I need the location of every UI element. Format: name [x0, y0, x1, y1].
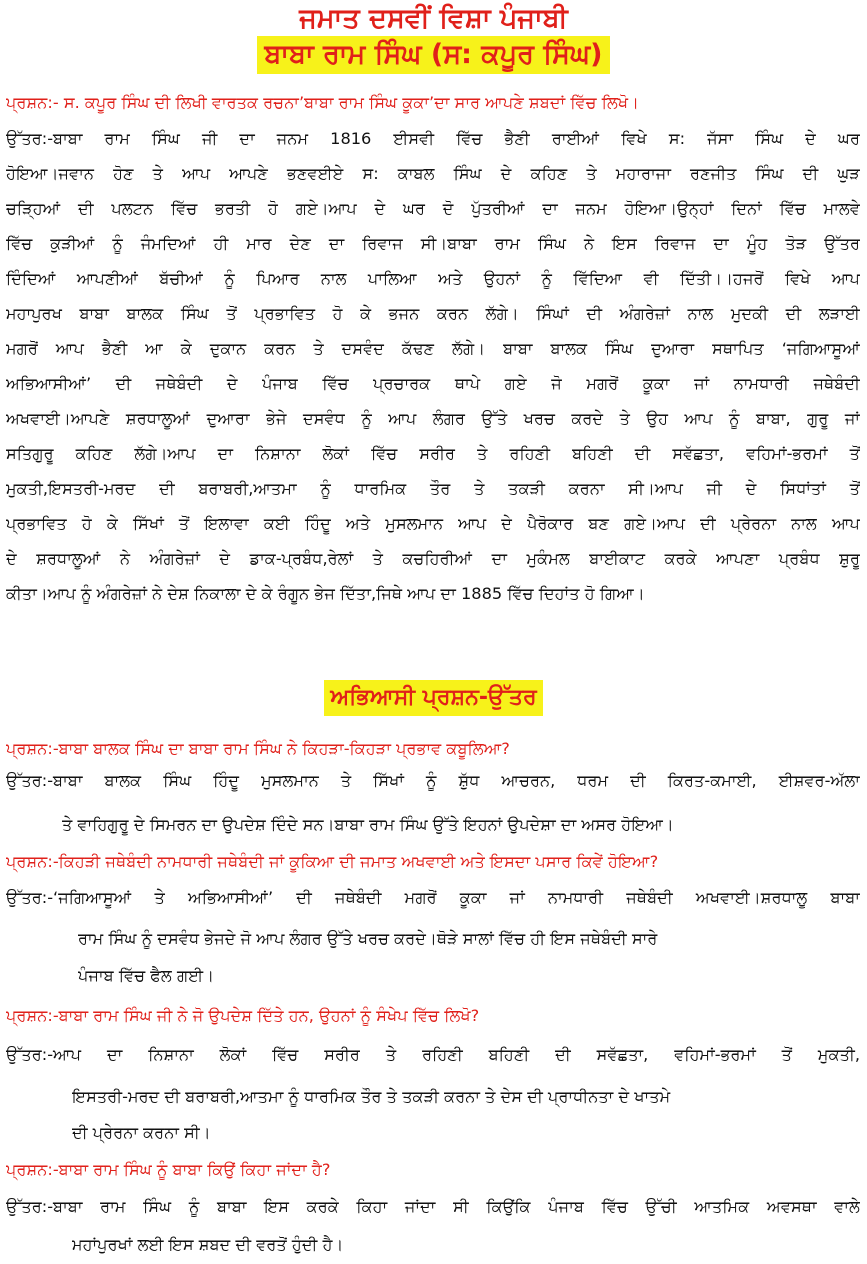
answer-line: ਕੀਤਾ।ਆਪ ਨੂੰ ਅੰਗਰੇਜ਼ਾਂ ਨੇ ਦੇਸ਼ ਨਿਕਾਲਾ ਦੇ ਕੇ ਰੰਗੂਨ ਭੇਜ ਦਿੱਤਾ,ਜਿਥੇ ਆਪ ਦਾ 1885 ਵਿੱਚ ਦਿਹਾਂਤ ਹੋ ਗਿਆ।: [6, 584, 645, 603]
practice-answer-line: ਦੀ ਪ੍ਰੇਰਨਾ ਕਰਨਾ ਸੀ।: [72, 1123, 211, 1142]
answer-line: ਦੇ ਸ਼ਰਧਾਲੂਆਂ ਨੇ ਅੰਗਰੇਜ਼ਾਂ ਦੇ ਡਾਕ-ਪ੍ਰਬੰਧ,ਰੇਲਾਂ ਤੇ ਕਚਹਿਰੀਆਂ ਦਾ ਮੁਕੰਮਲ ਬਾਈਕਾਟ ਕਰਕੇ ਆਪਣਾ ਪ੍ਰਬੰਧ ਸ਼ੁਰੂ: [6, 549, 860, 568]
answer-line: ਮਗਰੋਂ ਆਪ ਭੈਣੀ ਆ ਕੇ ਦੁਕਾਨ ਕਰਨ ਤੇ ਦਸਵੰਦ ਕੱਢਣ ਲੱਗੇ। ਬਾਬਾ ਬਾਲਕ ਸਿੰਘ ਦੁਆਰਾ ਸਥਾਪਿਤ ‘ਜਗਿਆਸੂਆਂ: [6, 339, 860, 358]
practice-answer-line: ਮਹਾਂਪੁਰਖਾਂ ਲਈ ਇਸ ਸ਼ਬਦ ਦੀ ਵਰਤੋਂ ਹੁੰਦੀ ਹੈ।: [72, 1235, 344, 1254]
section-heading: ਅਭਿਆਸੀ ਪ੍ਰਸ਼ਨ-ਉੱਤਰ: [324, 680, 542, 716]
practice-answer-line: ਇਸਤਰੀ-ਮਰਦ ਦੀ ਬਰਾਬਰੀ,ਆਤਮਾ ਨੂੰ ਧਾਰਮਿਕ ਤੌਰ ਤੇ ਤਕੜੀ ਕਰਨਾ ਤੇ ਦੇਸ ਦੀ ਪ੍ਰਾਧੀਨਤਾ ਦੇ ਖਾਤਮੇ: [72, 1087, 671, 1106]
answer-line: ਸਤਿਗੁਰੂ ਕਹਿਣ ਲੱਗੇ।ਆਪ ਦਾ ਨਿਸ਼ਾਨਾ ਲੋਕਾਂ ਵਿੱਚ ਸਰੀਰ ਤੇ ਰਹਿਣੀ ਬਹਿਣੀ ਦੀ ਸਵੱਛਤਾ, ਵਹਿਮਾਂ-ਭਰਮਾਂ ਤੋਂ: [6, 444, 860, 463]
practice-answer-line: ਉੱਤਰ:-ਬਾਬਾ ਬਾਲਕ ਸਿੰਘ ਹਿੰਦੂ ਮੁਸਲਮਾਨ ਤੇ ਸਿੱਖਾਂ ਨੂੰ ਸ਼ੁੱਧ ਆਚਰਨ, ਧਰਮ ਦੀ ਕਿਰਤ-ਕਮਾਈ, ਈਸ਼ਵਰ-ਅੱਲਾ: [6, 771, 860, 790]
practice-question: ਪ੍ਰਸ਼ਨ:-ਬਾਬਾ ਬਾਲਕ ਸਿੰਘ ਦਾ ਬਾਬਾ ਰਾਮ ਸਿੰਘ ਨੇ ਕਿਹੜਾ-ਕਿਹੜਾ ਪ੍ਰਭਾਵ ਕਬੂਲਿਆ?: [6, 739, 510, 758]
practice-question: ਪ੍ਰਸ਼ਨ:-ਕਿਹੜੀ ਜਥੇਬੰਦੀ ਨਾਮਧਾਰੀ ਜਥੇਬੰਦੀ ਜਾਂ ਕੂਕਿਆ ਦੀ ਜਮਾਤ ਅਖਵਾਈ ਅਤੇ ਇਸਦਾ ਪਸਾਰ ਕਿਵੇਂ ਹੋਇਆ?: [6, 852, 659, 871]
section-heading-wrapper: [0, 680, 867, 716]
practice-answer-line: ਰਾਮ ਸਿੰਘ ਨੂੰ ਦਸਵੰਧ ਭੇਜਦੇ ਜੋ ਆਪ ਲੰਗਰ ਉੱਤੇ ਖਰਚ ਕਰਦੇ।ਥੋੜੇ ਸਾਲਾਂ ਵਿੱਚ ਹੀ ਇਸ ਜਥੇਬੰਦੀ ਸਾਰੇ: [78, 929, 658, 948]
practice-question: ਪ੍ਰਸ਼ਨ:-ਬਾਬਾ ਰਾਮ ਸਿੰਘ ਜੀ ਨੇ ਜੋ ਉਪਦੇਸ਼ ਦਿੱਤੇ ਹਨ, ਉਹਨਾਂ ਨੂੰ ਸੰਖੇਪ ਵਿੱਚ ਲਿਖੋ?: [6, 1006, 480, 1025]
answer-line: ਪ੍ਰਭਾਵਿਤ ਹੋ ਕੇ ਸਿੱਖਾਂ ਤੋਂ ਇਲਾਵਾ ਕਈ ਹਿੰਦੂ ਅਤੇ ਮੁਸਲਮਾਨ ਆਪ ਦੇ ਪੈਰੋਕਾਰ ਬਣ ਗਏ।ਆਪ ਦੀ ਪ੍ਰੇਰਨਾ ਨਾਲ ਆਪ: [6, 514, 860, 533]
answer-line: ਅਭਿਆਸੀਆਂ’ ਦੀ ਜਥੇਬੰਦੀ ਦੇ ਪੰਜਾਬ ਵਿੱਚ ਪ੍ਰਚਾਰਕ ਥਾਪੇ ਗਏ ਜੋ ਮਗਰੋਂ ਕੂਕਾ ਜਾਂ ਨਾਮਧਾਰੀ ਜਥੇਬੰਦੀ: [6, 374, 860, 393]
main-question: ਪ੍ਰਸ਼ਨ:- ਸ. ਕਪੂਰ ਸਿੰਘ ਦੀ ਲਿਖੀ ਵਾਰਤਕ ਰਚਨਾ’ਬਾਬਾ ਰਾਮ ਸਿੰਘ ਕੂਕਾ’ਦਾ ਸਾਰ ਆਪਣੇ ਸ਼ਬਦਾਂ ਵਿੱਚ ਲਿਖੋ।: [6, 93, 640, 112]
chapter-title: ਬਾਬਾ ਰਾਮ ਸਿੰਘ (ਸ: ਕਪੂਰ ਸਿੰਘ): [257, 36, 611, 74]
practice-question: ਪ੍ਰਸ਼ਨ:-ਬਾਬਾ ਰਾਮ ਸਿੰਘ ਨੂੰ ਬਾਬਾ ਕਿਉਂ ਕਿਹਾ ਜਾਂਦਾ ਹੈ?: [6, 1160, 331, 1179]
page-title: ਜਮਾਤ ਦਸਵੀਂ ਵਿਸ਼ਾ ਪੰਜਾਬੀ: [299, 3, 568, 34]
practice-answer-line: ਉੱਤਰ:-‘ਜਗਿਆਸੂਆਂ ਤੇ ਅਭਿਆਸੀਆਂ’ ਦੀ ਜਥੇਬੰਦੀ ਮਗਰੋਂ ਕੂਕਾ ਜਾਂ ਨਾਮਧਾਰੀ ਜਥੇਬੰਦੀ ਅਖਵਾਈ।ਸ਼ਰਧਾਲੂ ਬਾਬਾ: [6, 888, 860, 907]
answer-line: ਦਿੰਦਿਆਂ ਆਪਣੀਆਂ ਬੱਚੀਆਂ ਨੂੰ ਪਿਆਰ ਨਾਲ ਪਾਲਿਆ ਅਤੇ ਉਹਨਾਂ ਨੂੰ ਵਿੱਦਿਆ ਵੀ ਦਿੱਤੀ।।ਹਜਰੋਂ ਵਿਖੇ ਆਪ: [6, 269, 860, 288]
practice-answer-line: ਉੱਤਰ:-ਆਪ ਦਾ ਨਿਸ਼ਾਨਾ ਲੋਕਾਂ ਵਿੱਚ ਸਰੀਰ ਤੇ ਰਹਿਣੀ ਬਹਿਣੀ ਦੀ ਸਵੱਛਤਾ, ਵਹਿਮਾਂ-ਭਰਮਾਂ ਤੋਂ ਮੁਕਤੀ,: [6, 1045, 860, 1064]
answer-line: ਅਖਵਾਈ।ਆਪਣੇ ਸ਼ਰਧਾਲੂਆਂ ਦੁਆਰਾ ਭੇਜੇ ਦਸਵੰਧ ਨੂੰ ਆਪ ਲੰਗਰ ਉੱਤੇ ਖਰਚ ਕਰਦੇ ਤੇ ਉਹ ਆਪ ਨੂੰ ਬਾਬਾ, ਗੁਰੂ ਜਾਂ: [6, 409, 860, 428]
practice-answer-line: ਪੰਜਾਬ ਵਿੱਚ ਫੈਲ ਗਈ।: [78, 966, 215, 985]
answer-line: ਵਿੱਚ ਕੁੜੀਆਂ ਨੂੰ ਜੰਮਦਿਆਂ ਹੀ ਮਾਰ ਦੇਣ ਦਾ ਰਿਵਾਜ ਸੀ।ਬਾਬਾ ਰਾਮ ਸਿੰਘ ਨੇ ਇਸ ਰਿਵਾਜ ਦਾ ਮੂੰਹ ਤੋੜ ਉੱਤਰ: [6, 234, 860, 253]
answer-line: ਮੁਕਤੀ,ਇਸਤਰੀ-ਮਰਦ ਦੀ ਬਰਾਬਰੀ,ਆਤਮਾ ਨੂੰ ਧਾਰਮਿਕ ਤੌਰ ਤੇ ਤਕੜੀ ਕਰਨਾ ਸੀ।ਆਪ ਜੀ ਦੇ ਸਿਧਾਂਤਾਂ ਤੋਂ: [6, 479, 860, 498]
practice-answer-line: ਤੇ ਵਾਹਿਗੁਰੂ ਦੇ ਸਿਮਰਨ ਦਾ ਉਪਦੇਸ਼ ਦਿੰਦੇ ਸਨ।ਬਾਬਾ ਰਾਮ ਸਿੰਘ ਉੱਤੇ ਇਹਨਾਂ ਉਪਦੇਸ਼ਾ ਦਾ ਅਸਰ ਹੋਇਆ।: [62, 815, 674, 834]
practice-answer-line: ਉੱਤਰ:-ਬਾਬਾ ਰਾਮ ਸਿੰਘ ਨੂੰ ਬਾਬਾ ਇਸ ਕਰਕੇ ਕਿਹਾ ਜਾਂਦਾ ਸੀ ਕਿਉਂਕਿ ਪੰਜਾਬ ਵਿੱਚ ਉੱਚੀ ਆਤਮਿਕ ਅਵਸਥਾ ਵਾਲੇ: [6, 1197, 860, 1216]
answer-line: ਹੋਇਆ।ਜਵਾਨ ਹੋਣ ਤੇ ਆਪ ਆਪਣੇ ਭਣਵਈਏ ਸ: ਕਾਬਲ ਸਿੰਘ ਦੇ ਕਹਿਣ ਤੇ ਮਹਾਰਾਜਾ ਰਣਜੀਤ ਸਿੰਘ ਦੀ ਘੁੜ: [6, 164, 860, 183]
subtitle-wrapper: [0, 36, 867, 74]
answer-line: ਮਹਾਪੁਰਖ ਬਾਬਾ ਬਾਲਕ ਸਿੰਘ ਤੋਂ ਪ੍ਰਭਾਵਿਤ ਹੋ ਕੇ ਭਜਨ ਕਰਨ ਲੱਗੇ। ਸਿੰਘਾਂ ਦੀ ਅੰਗਰੇਜ਼ਾਂ ਨਾਲ ਮੁਦਕੀ ਦੀ ਲੜਾਈ: [6, 304, 860, 323]
answer-line: ਉੱਤਰ:-ਬਾਬਾ ਰਾਮ ਸਿੰਘ ਜੀ ਦਾ ਜਨਮ 1816 ਈਸਵੀ ਵਿੱਚ ਭੈਣੀ ਰਾਈਆਂ ਵਿਖੇ ਸ: ਜੱਸਾ ਸਿੰਘ ਦੇ ਘਰ: [6, 129, 860, 148]
answer-line: ਚੜ੍ਹਿਆਂ ਦੀ ਪਲਟਨ ਵਿੱਚ ਭਰਤੀ ਹੋ ਗਏ।ਆਪ ਦੇ ਘਰ ਦੋ ਪੁੱਤਰੀਆਂ ਦਾ ਜਨਮ ਹੋਇਆ।ਉਨ੍ਹਾਂ ਦਿਨਾਂ ਵਿੱਚ ਮਾਲਵੇ: [6, 199, 860, 218]
